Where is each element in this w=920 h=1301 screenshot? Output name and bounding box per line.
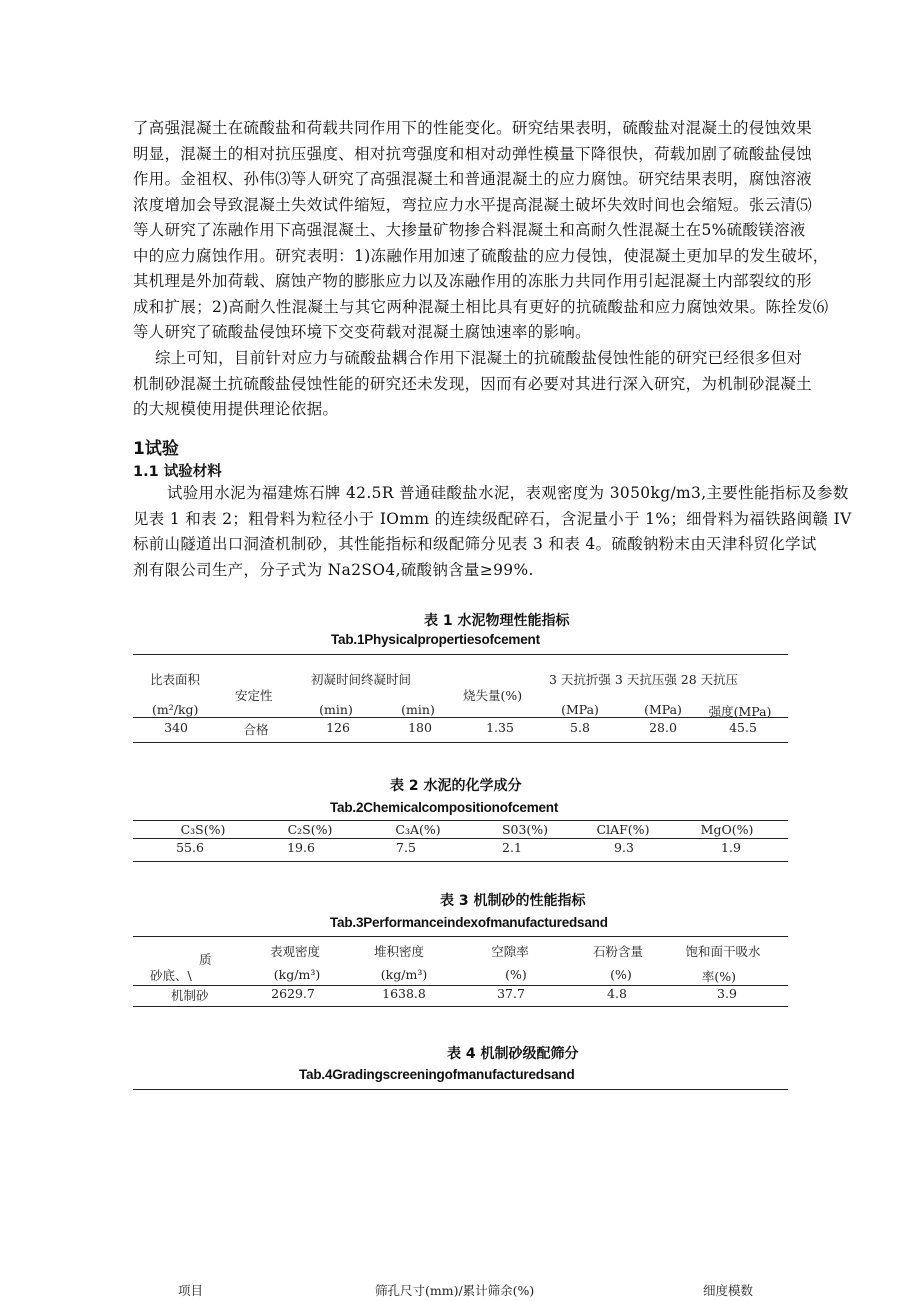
- table-header: 表观密度: [269, 944, 321, 959]
- table-header: 强度(MPa): [708, 704, 772, 719]
- table-cell: 55.6: [176, 840, 204, 855]
- table-header: (m²/kg): [152, 702, 199, 717]
- table-header: 堆积密度: [373, 944, 425, 959]
- table-mid-rule: [133, 717, 788, 718]
- intro-line: 中的应力腐蚀作用。研究表明：1)冻融作用加速了硫酸盐的应力侵蚀，使混凝土更加早的发生破坏，: [133, 246, 829, 265]
- table-top-rule: [133, 654, 788, 655]
- intro-line: 了高强混凝土在硫酸盐和荷载共同作用下的性能变化。研究结果表明，硫酸盐对混凝土的侵蚀效果: [133, 119, 812, 137]
- table-header: (min): [319, 702, 353, 717]
- table-header: MgO(%): [700, 822, 754, 837]
- table-header: S03(%): [501, 822, 549, 837]
- table-cell: 4.8: [607, 986, 627, 1001]
- materials-paragraph: [133, 481, 852, 583]
- section-heading: 1试验: [133, 439, 179, 459]
- intro-line: 作用。金祖权、孙伟⑶等人研究了高强混凝土和普通混凝土的应力腐蚀。研究结果表明，腐蚀溶液: [133, 170, 812, 188]
- table-bottom-rule: [133, 861, 788, 862]
- table-header: 细度模数: [703, 1283, 754, 1298]
- table-row-label: 机制砂: [171, 988, 209, 1003]
- table-cell: 45.5: [729, 720, 757, 735]
- intro-line: 浓度增加会导致混凝土失效试件缩短，弯拉应力水平提高混凝土破坏失效时间也会缩短。张云清⑸: [133, 195, 812, 214]
- table-header: 安定性: [235, 688, 273, 703]
- intro-line: 成和扩展；2)高耐久性混凝土与其它两种混凝土相比具有更好的抗硫酸盐和应力腐蚀效果。陈拴发⑹: [133, 297, 829, 316]
- summary-line: 的大规模使用提供理论依据。: [133, 400, 339, 418]
- table-header: 初凝时间终凝时间: [311, 672, 412, 687]
- table-caption: 表 2 水泥的化学成分: [390, 778, 522, 794]
- table-cell: 340: [164, 720, 188, 735]
- table-top-rule: [133, 820, 788, 821]
- table-header: (kg/m³): [380, 967, 428, 982]
- table-header: 空隙率: [491, 944, 529, 959]
- table-caption-en: Tab.4Gradingscreeningofmanufacturedsand: [299, 1067, 575, 1082]
- table-header: (MPa): [644, 702, 682, 717]
- table-header: (min): [401, 702, 435, 717]
- table-caption-en: Tab.3Performanceindexofmanufacturedsand: [330, 915, 608, 930]
- materials-line: 见表 1 和表 2；粗骨料为粒径小于 IOmm 的连续级配碎石，含泥量小于 1%；细骨料为福铁路闽赣 IV: [133, 509, 852, 528]
- subsection-heading: 1.1 试验材料: [133, 464, 222, 480]
- table-cell: 合格: [243, 722, 269, 737]
- table-top-rule: [133, 1089, 788, 1090]
- table-header: (%): [610, 967, 632, 982]
- table-header: 饱和面干吸水: [685, 944, 761, 959]
- table-header: ClAF(%): [596, 822, 650, 837]
- table-cell: 1.9: [721, 840, 741, 855]
- summary-line: 机制砂混凝土抗硫酸盐侵蚀性能的研究还未发现，因而有必要对其进行深入研究，为机制砂混凝土: [133, 374, 812, 393]
- table-header: (kg/m³): [273, 967, 321, 982]
- table-cell: 2629.7: [271, 986, 315, 1001]
- table-top-rule: [133, 936, 788, 937]
- table-caption: 表 1 水泥物理性能指标: [424, 613, 570, 629]
- table-header: 项目: [178, 1283, 204, 1298]
- table-header: (MPa): [561, 702, 599, 717]
- table-header: 比表面积: [150, 672, 201, 687]
- table-header: C₃S(%): [180, 822, 226, 837]
- table-bottom-rule: [133, 742, 788, 743]
- table-cell: 7.5: [396, 840, 416, 855]
- table-caption: 表 3 机制砂的性能指标: [440, 893, 586, 909]
- table-cell: 3.9: [717, 986, 737, 1001]
- table-caption-en: Tab.2Chemicalcompositionofcement: [330, 800, 559, 815]
- table-header: 3 天抗折强 3 天抗压强 28 天抗压: [549, 672, 739, 687]
- table-mid-rule: [133, 838, 788, 839]
- table-header: C₂S(%): [287, 822, 333, 837]
- table-bottom-rule: [133, 1006, 788, 1007]
- table-cell: 37.7: [497, 986, 525, 1001]
- table-header: 筛孔尺寸(mm)/累计筛余(%): [375, 1283, 535, 1298]
- table-mid-rule: [133, 985, 788, 986]
- table-header: 烧失量(%): [463, 688, 523, 703]
- materials-line: 标前山隧道出口洞渣机制砂，其性能指标和级配筛分见表 3 和表 4。硫酸钠粉末由天津科贸化学试: [133, 535, 817, 553]
- materials-line: 剂有限公司生产，分子式为 Na2SO4,硫酸钠含量≥99%.: [133, 560, 534, 579]
- table-caption: 表 4 机制砂级配筛分: [447, 1046, 579, 1062]
- intro-paragraph: [133, 116, 829, 346]
- materials-line: 试验用水泥为福建炼石牌 42.5R 普通硅酸盐水泥，表观密度为 3050kg/m3,主要性能指标及参数: [167, 484, 849, 502]
- summary-paragraph: [133, 346, 812, 423]
- intro-line: 等人研究了冻融作用下高强混凝土、大掺量矿物掺合料混凝土和高耐久性混凝土在5%硫酸镁溶液: [133, 221, 806, 239]
- table-cell: 1.35: [486, 720, 514, 735]
- table-header: C₃A(%): [395, 822, 441, 837]
- table-header: 率(%): [701, 969, 737, 984]
- table-cell: 28.0: [649, 720, 677, 735]
- summary-line: 综上可知，目前针对应力与硫酸盐耦合作用下混凝土的抗硫酸盐侵蚀性能的研究已经很多但对: [155, 349, 803, 367]
- table-caption-en: Tab.1Physicalpropertiesofcement: [331, 632, 540, 647]
- table-cell: 180: [408, 720, 432, 735]
- table-cell: 2.1: [502, 840, 522, 855]
- intro-line: 明显，混凝土的相对抗压强度、相对抗弯强度和相对动弹性模量下降很快，荷载加剧了硫酸盐侵蚀: [133, 144, 812, 163]
- table-cell: 19.6: [287, 840, 315, 855]
- table-corner-header: 质: [199, 952, 212, 967]
- table-header: (%): [505, 967, 527, 982]
- intro-line: 等人研究了硫酸盐侵蚀环境下交变荷载对混凝土腐蚀速率的影响。: [133, 323, 591, 341]
- table-cell: 9.3: [614, 840, 634, 855]
- table-cell: 5.8: [570, 720, 590, 735]
- table-cell: 126: [326, 720, 350, 735]
- intro-line: 其机理是外加荷载、腐蚀产物的膨胀应力以及冻融作用的冻胀力共同作用引起混凝土内部裂纹的形: [133, 272, 812, 290]
- table-header: 石粉含量: [592, 944, 644, 959]
- table-cell: 1638.8: [382, 986, 426, 1001]
- table-corner-header: 砂底、\: [150, 968, 192, 983]
